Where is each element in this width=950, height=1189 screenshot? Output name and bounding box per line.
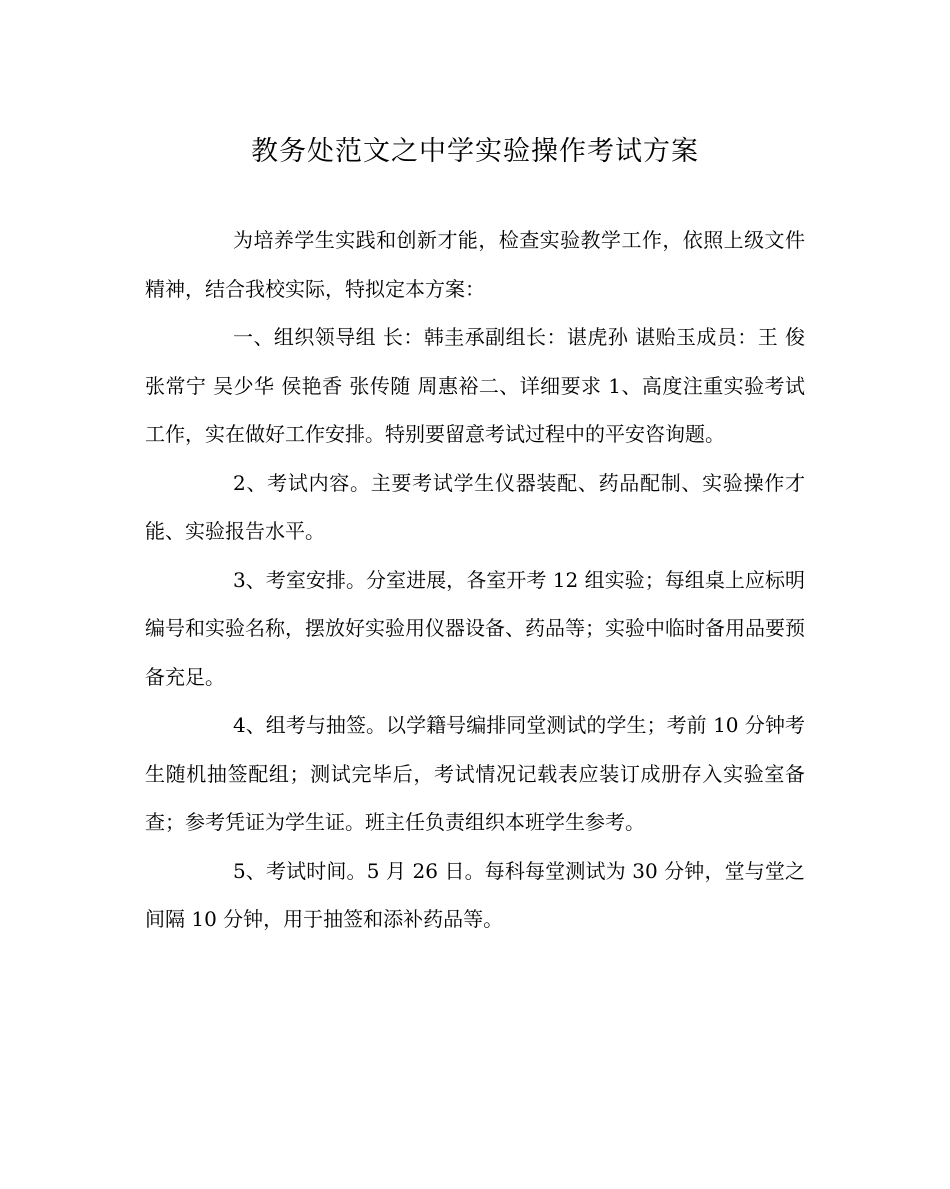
document-body [145,216,805,944]
paragraph-organization: 一、组织领导组 长：韩圭承副组长：谌虎孙 谌贻玉成员：王 俊 张常宁 吴少华 侯艳香 张传随 周惠裕二、详细要求 1、高度注重实验考试工作，实在做好工作安排。特别要留意考试过程中的平安咨询题。 [145,325,805,446]
paragraph-exam-room: 3、考室安排。分室进展，各室开考 12 组实验；每组桌上应标明编号和实验名称，摆放好实验用仪器设备、药品等；实验中临时备用品要预备充足。 [145,567,805,689]
paragraph-intro: 为培养学生实践和创新才能，检查实验教学工作，依照上级文件精神，结合我校实际，特拟定本方案： [145,228,805,301]
paragraph-lottery: 4、组考与抽签。以学籍号编排同堂测试的学生；考前 10 分钟考生随机抽签配组；测试完毕后，考试情况记载表应装订成册存入实验室备查；参考凭证为学生证。班主任负责组织本班学生参考。 [145,713,805,834]
paragraph-exam-content: 2、考试内容。主要考试学生仪器装配、药品配制、实验操作才能、实验报告水平。 [145,470,805,543]
page-title: 教务处范文之中学实验操作考试方案 [251,136,699,167]
paragraph-exam-time: 5、考试时间。5 月 26 日。每科每堂测试为 30 分钟，堂与堂之间隔 10 分钟，用于抽签和添补药品等。 [145,858,805,931]
